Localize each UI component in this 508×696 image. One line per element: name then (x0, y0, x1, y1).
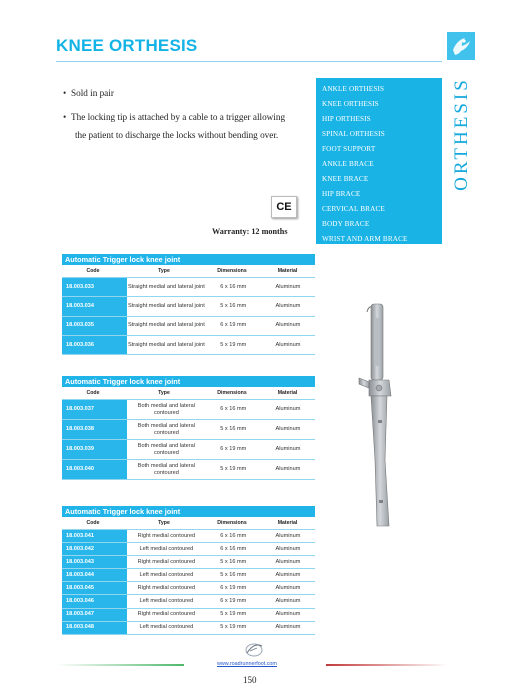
cell-type: Both medial and lateral contoured (137, 422, 195, 436)
cell-dimensions: 6 x 19 mm (220, 322, 247, 329)
feature-text-continued: the patient to discharge the locks without bending over. (75, 130, 279, 140)
cell-code: 18.003.034 (62, 297, 127, 315)
cell-code: 18.003.035 (62, 317, 127, 335)
cell-dimensions: 5 x 19 mm (220, 341, 247, 348)
cell-type: Left medial contoured (139, 545, 194, 552)
product-table (62, 506, 315, 635)
cell-material: Aluminum (275, 406, 301, 412)
cell-dimensions: 6 x 16 mm (220, 283, 247, 290)
cell-material: Aluminum (275, 322, 301, 329)
cell-type: Left medial contoured (139, 598, 194, 605)
table-title: Automatic Trigger lock knee joint (62, 376, 315, 387)
category-item[interactable]: KNEE BRACE (322, 175, 369, 183)
cell-type: Straight medial and lateral joint (127, 322, 205, 329)
col-code: Code (86, 390, 100, 396)
cell-material: Aluminum (275, 532, 301, 539)
cell-code: 18.003.037 (62, 400, 127, 419)
cell-code: 18.003.038 (62, 420, 127, 439)
col-type: Type (158, 268, 170, 274)
table-row (62, 530, 315, 543)
cell-material: Aluminum (275, 571, 301, 578)
cell-code: 18.003.043 (62, 556, 127, 568)
winged-figure-icon (447, 32, 475, 60)
table-header-row (62, 265, 315, 278)
col-dimensions: Dimensions (217, 520, 247, 526)
cell-dimensions: 6 x 16 mm (220, 532, 247, 539)
cell-dimensions: 6 x 19 mm (220, 598, 247, 605)
table-header-row (62, 517, 315, 530)
feature-item: • The locking tip is attached by a cable to a trigger allowing the patient to discharge the locks without bending over. (63, 108, 313, 144)
cell-dimensions: 6 x 16 mm (220, 406, 247, 412)
cell-code: 18.003.036 (62, 336, 127, 354)
table-row (62, 556, 315, 569)
cell-dimensions: 5 x 16 mm (220, 558, 247, 565)
category-item[interactable]: KNEE ORTHESIS (322, 100, 379, 108)
product-table (62, 254, 315, 355)
cell-material: Aluminum (275, 584, 301, 591)
category-item[interactable]: ANKLE ORTHESIS (322, 85, 385, 93)
table-title: Automatic Trigger lock knee joint (62, 254, 315, 265)
feature-item: • Sold in pair (63, 88, 114, 98)
cell-type: Left medial contoured (139, 571, 194, 578)
col-type: Type (158, 390, 170, 396)
cell-type: Straight medial and lateral joint (127, 341, 205, 348)
cell-type: Right medial contoured (137, 532, 196, 539)
cell-type: Both medial and lateral contoured (137, 442, 195, 456)
cell-material: Aluminum (275, 545, 301, 552)
category-item[interactable]: FOOT SUPPORT (322, 145, 376, 153)
cell-dimensions: 6 x 19 mm (220, 584, 247, 591)
cell-type: Both medial and lateral contoured (137, 402, 195, 416)
cell-dimensions: 5 x 19 mm (220, 611, 247, 618)
cell-type: Straight medial and lateral joint (127, 283, 205, 290)
cell-type: Both medial and lateral contoured (137, 462, 195, 476)
cell-dimensions: 5 x 16 mm (220, 426, 247, 432)
warranty-text: Warranty: 12 months (212, 227, 288, 236)
cell-code: 18.003.040 (62, 460, 127, 479)
table-row (62, 622, 315, 635)
cell-dimensions: 5 x 16 mm (220, 571, 247, 578)
table-header-row (62, 387, 315, 400)
category-item[interactable]: WRIST AND ARM BRACE (322, 235, 408, 243)
col-code: Code (86, 268, 100, 274)
cell-code: 18.003.046 (62, 595, 127, 607)
cell-type: Right medial contoured (137, 611, 196, 618)
category-item[interactable]: CERVICAL BRACE (322, 205, 385, 213)
cell-code: 18.003.039 (62, 440, 127, 459)
cell-material: Aluminum (275, 302, 301, 309)
cell-material: Aluminum (275, 558, 301, 565)
page-title: KNEE ORTHESIS (56, 36, 198, 55)
cell-code: 18.003.047 (62, 609, 127, 621)
cell-dimensions: 6 x 16 mm (220, 545, 247, 552)
cell-code: 18.003.045 (62, 582, 127, 594)
footer-divider-right (326, 664, 448, 666)
table-row (62, 440, 315, 460)
cell-code: 18.003.033 (62, 278, 127, 296)
product-table (62, 376, 315, 480)
category-item[interactable]: HIP BRACE (322, 190, 361, 198)
feature-text: The locking tip is attached by a cable to a trigger allowing (71, 112, 286, 122)
cell-type: Right medial contoured (137, 584, 196, 591)
section-side-label (449, 77, 475, 191)
col-material: Material (277, 520, 298, 526)
col-material: Material (277, 390, 298, 396)
category-menu (316, 78, 442, 244)
cell-material: Aluminum (275, 466, 301, 472)
table-row (62, 278, 315, 297)
knee-joint-bar-image (345, 300, 415, 530)
cell-code: 18.003.048 (62, 622, 127, 634)
cell-material: Aluminum (275, 283, 301, 290)
cell-material: Aluminum (275, 598, 301, 605)
page-number: 150 (243, 675, 257, 685)
cell-material: Aluminum (275, 446, 301, 452)
cell-type: Straight medial and lateral joint (127, 302, 205, 309)
col-type: Type (158, 520, 170, 526)
cell-material: Aluminum (275, 611, 301, 618)
col-code: Code (86, 520, 100, 526)
cell-code: 18.003.041 (62, 530, 127, 542)
table-row (62, 460, 315, 480)
category-item[interactable]: BODY BRACE (322, 220, 370, 228)
brand-logo-icon (447, 32, 475, 60)
table-title: Automatic Trigger lock knee joint (62, 506, 315, 517)
feature-text: Sold in pair (71, 88, 114, 98)
cell-code: 18.003.044 (62, 569, 127, 581)
cell-dimensions: 5 x 19 mm (220, 466, 247, 472)
title-divider (56, 61, 442, 62)
table-row (62, 543, 315, 556)
category-item[interactable]: HIP ORTHESIS (322, 115, 371, 123)
table-row (62, 336, 315, 355)
table-row (62, 569, 315, 582)
feature-list (63, 84, 313, 153)
category-item[interactable]: SPINAL ORTHESIS (322, 130, 385, 138)
col-dimensions: Dimensions (217, 268, 247, 274)
cell-material: Aluminum (275, 426, 301, 432)
cell-dimensions: 6 x 19 mm (220, 446, 247, 452)
cell-type: Right medial contoured (137, 558, 196, 565)
table-row (62, 400, 315, 420)
footer-divider-left (56, 664, 184, 666)
cell-code: 18.003.042 (62, 543, 127, 555)
ce-mark: CE (271, 196, 297, 218)
cell-material: Aluminum (275, 624, 301, 631)
table-row (62, 420, 315, 440)
col-material: Material (277, 268, 298, 274)
table-row (62, 609, 315, 622)
cell-type: Left medial contoured (139, 624, 194, 631)
table-row (62, 582, 315, 595)
col-dimensions: Dimensions (217, 390, 247, 396)
cell-dimensions: 5 x 19 mm (220, 624, 247, 631)
side-label-text: ORTHESIS (451, 77, 472, 191)
cell-dimensions: 5 x 16 mm (220, 302, 247, 309)
table-row (62, 595, 315, 608)
category-item[interactable]: ANKLE BRACE (322, 160, 374, 168)
cell-material: Aluminum (275, 341, 301, 348)
roadrunner-logo-icon (241, 639, 267, 659)
table-row (62, 297, 315, 316)
website-link[interactable]: www.roadrunnerfoot.com (217, 661, 277, 667)
table-row (62, 317, 315, 336)
